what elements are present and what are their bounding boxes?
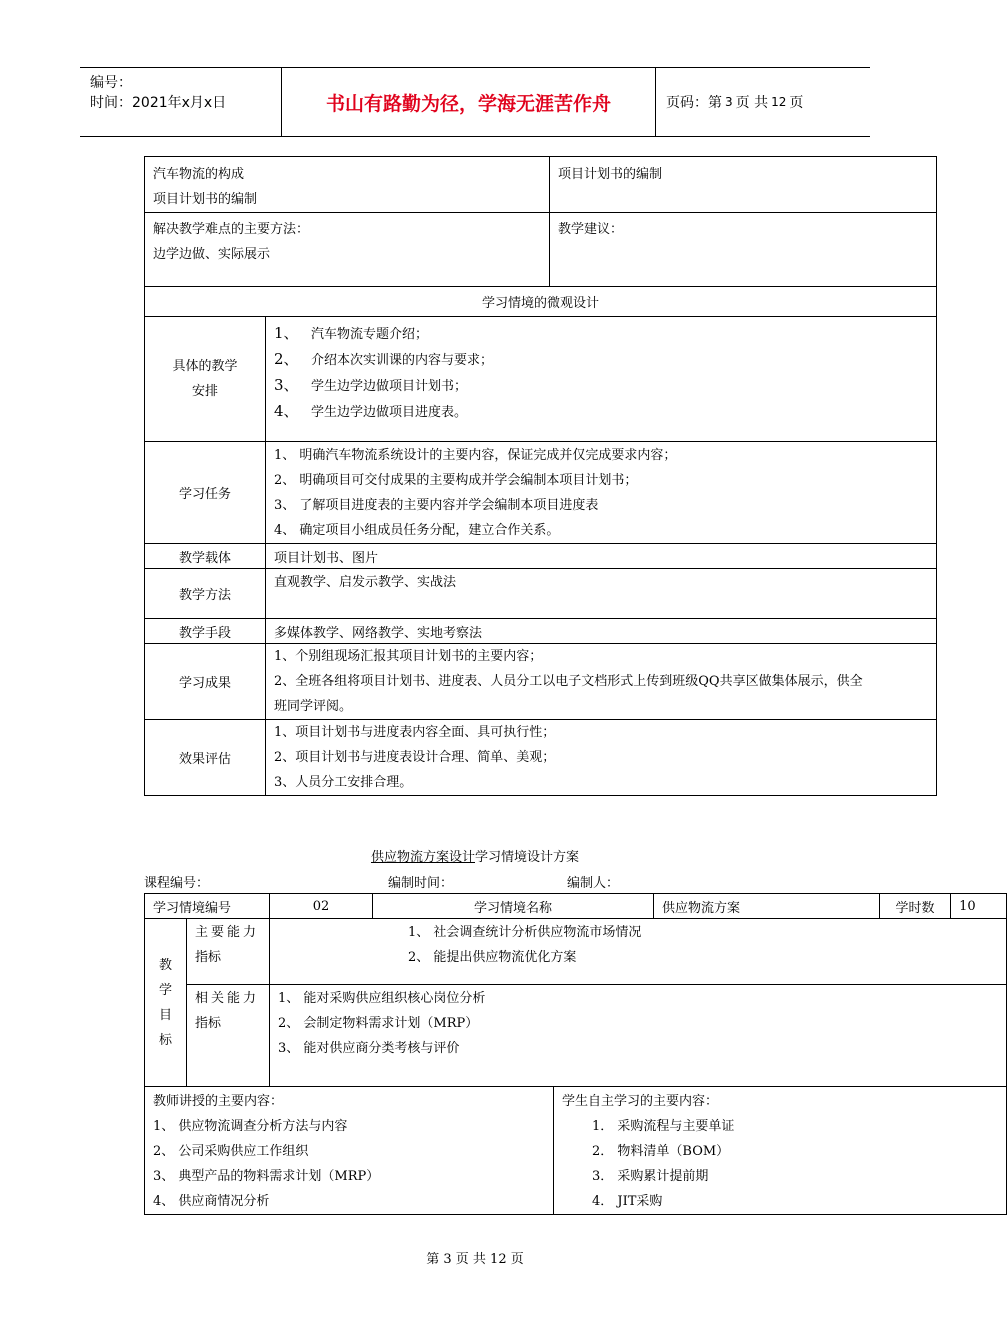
list-item: 1、 供应物流调查分析方法与内容 <box>153 1119 348 1134</box>
list-item: 班同学评阅。 <box>274 699 353 714</box>
goal-label: 教 学 目 标 <box>145 919 187 1087</box>
table-row <box>145 213 937 287</box>
row-value: 多媒体教学、网络教学、实地考察法 <box>266 619 937 644</box>
table-row <box>145 157 937 213</box>
content-line: 项目计划书的编制 <box>558 167 663 182</box>
row-label: 学习任务 <box>145 442 266 544</box>
header-slogan: 书山有路勤为径，学海无涯苦作舟 <box>282 68 656 136</box>
page-header <box>80 67 870 137</box>
evaluation-list <box>266 720 937 796</box>
situation-design-table <box>144 893 1007 1215</box>
header-id-label: 编号： <box>90 75 132 91</box>
list-item: 1、 明确汽车物流系统设计的主要内容，保证完成并仅完成要求内容； <box>274 448 677 463</box>
list-item: 3、 学生边学边做项目计划书； <box>274 376 467 394</box>
arrangement-list <box>266 317 937 442</box>
list-item: 4、 确定项目小组成员任务分配，建立合作关系。 <box>274 523 560 538</box>
list-item: 2、 会制定物料需求计划（MRP） <box>278 1016 479 1031</box>
table-row <box>145 720 937 796</box>
list-item: 3． 采购累计提前期 <box>592 1169 709 1184</box>
table-row <box>145 619 937 644</box>
compile-time-label: 编制时间： <box>388 876 454 891</box>
header-cell: 学习情境编号 <box>145 894 270 919</box>
table-row <box>145 1087 1007 1215</box>
content-line: 汽车物流的构成 <box>153 167 245 182</box>
teacher-title: 教师讲授的主要内容： <box>153 1094 284 1109</box>
table-row <box>145 985 1007 1087</box>
row-label <box>145 317 266 442</box>
page-label-prefix: 页码：第 <box>666 95 722 111</box>
page-label-mid: 页 共 <box>735 95 769 111</box>
row-label: 教学载体 <box>145 544 266 569</box>
micro-title: 学习情境的微观设计 <box>145 287 937 317</box>
header-value: 10 <box>951 894 1007 919</box>
list-item: 1、 汽车物流专题介绍； <box>274 324 428 342</box>
header-cell: 学习情境名称 <box>373 894 654 919</box>
tasks-list <box>266 442 937 544</box>
course-no-label: 课程编号： <box>144 876 210 891</box>
list-item: 2、 介绍本次实训课的内容与要求； <box>274 350 493 368</box>
main-ability-list <box>270 919 1007 985</box>
list-item: 2． 物料清单（BOM） <box>592 1144 730 1159</box>
row-label: 教学方法 <box>145 569 266 619</box>
table-row <box>145 287 937 317</box>
list-item: 2、 公司采购供应工作组织 <box>153 1144 309 1159</box>
related-ability-list <box>270 985 1007 1087</box>
list-item: 2、全班各组将项目计划书、进度表、人员分工以电子文档形式上传到班级QQ共享区做集体展示，供全 <box>274 674 863 689</box>
list-item: 4、 学生边学边做项目进度表。 <box>274 402 467 420</box>
table-row <box>145 442 937 544</box>
table-row <box>145 644 937 720</box>
table-row <box>145 919 1007 985</box>
table-row <box>145 544 937 569</box>
compiler-label: 编制人： <box>567 876 620 891</box>
page-current: 3 <box>725 95 733 109</box>
section-title <box>0 846 950 865</box>
page-total: 12 <box>771 95 787 109</box>
header-value: 供应物流方案 <box>654 894 880 919</box>
list-item: 1． 采购流程与主要单证 <box>592 1119 735 1134</box>
method-cell <box>145 213 550 287</box>
page-label-suffix: 页 <box>789 95 804 111</box>
header-meta <box>80 68 282 136</box>
section-title-underlined: 供应物流方案设计 <box>370 850 475 865</box>
row-value-text: 直观教学、启发示教学、实战法 <box>274 575 457 590</box>
student-content <box>554 1087 1007 1215</box>
list-item: 2、 能提出供应物流优化方案 <box>408 950 577 965</box>
table-row <box>145 569 937 619</box>
list-item: 1、 社会调查统计分析供应物流市场情况 <box>408 925 642 940</box>
advice-cell <box>550 213 937 287</box>
related-ability-label: 相关能力 指标 <box>187 985 270 1087</box>
section-title-rest: 学习情境设计方案 <box>475 850 580 865</box>
main-ability-label: 主要能力 指标 <box>187 919 270 985</box>
content-line: 教学建议： <box>558 222 624 237</box>
list-item: 2、 明确项目可交付成果的主要构成并学会编制本项目计划书； <box>274 473 638 488</box>
row-value <box>266 569 937 619</box>
header-page-info <box>656 68 870 136</box>
label-line: 具体的教学 <box>172 359 238 374</box>
header-time-label: 时间：2021年x月x日 <box>90 95 227 111</box>
list-item: 1、 能对采购供应组织核心岗位分析 <box>278 991 486 1006</box>
page-footer: 第 3 页 共 12 页 <box>426 1252 524 1267</box>
micro-design-table <box>144 156 937 796</box>
label-line: 安排 <box>191 384 218 399</box>
content-cell <box>550 157 937 213</box>
list-item: 3、 典型产品的物料需求计划（MRP） <box>153 1169 380 1184</box>
content-cell <box>145 157 550 213</box>
header-value: 02 <box>270 894 373 919</box>
list-item: 1、项目计划书与进度表内容全面、具可执行性； <box>274 725 556 740</box>
teacher-content <box>145 1087 554 1215</box>
list-item: 2、项目计划书与进度表设计合理、简单、美观； <box>274 750 556 765</box>
row-label: 学习成果 <box>145 644 266 720</box>
content-line: 边学边做、实际展示 <box>153 247 271 262</box>
list-item: 1、个别组现场汇报其项目计划书的主要内容； <box>274 649 543 664</box>
list-item: 4、 供应商情况分析 <box>153 1194 270 1209</box>
table-row <box>145 894 1007 919</box>
results-list <box>266 644 937 720</box>
content-line: 解决教学难点的主要方法： <box>153 222 310 237</box>
list-item: 3、人员分工安排合理。 <box>274 775 413 790</box>
row-value: 项目计划书、图片 <box>266 544 937 569</box>
row-label: 教学手段 <box>145 619 266 644</box>
header-cell: 学时数 <box>880 894 951 919</box>
content-line: 项目计划书的编制 <box>153 192 258 207</box>
student-title: 学生自主学习的主要内容： <box>562 1094 719 1109</box>
row-label: 效果评估 <box>145 720 266 796</box>
table-row <box>145 317 937 442</box>
list-item: 3、 能对供应商分类考核与评价 <box>278 1041 460 1056</box>
list-item: 4． JIT采购 <box>592 1194 663 1209</box>
list-item: 3、 了解项目进度表的主要内容并学会编制本项目进度表 <box>274 498 599 513</box>
